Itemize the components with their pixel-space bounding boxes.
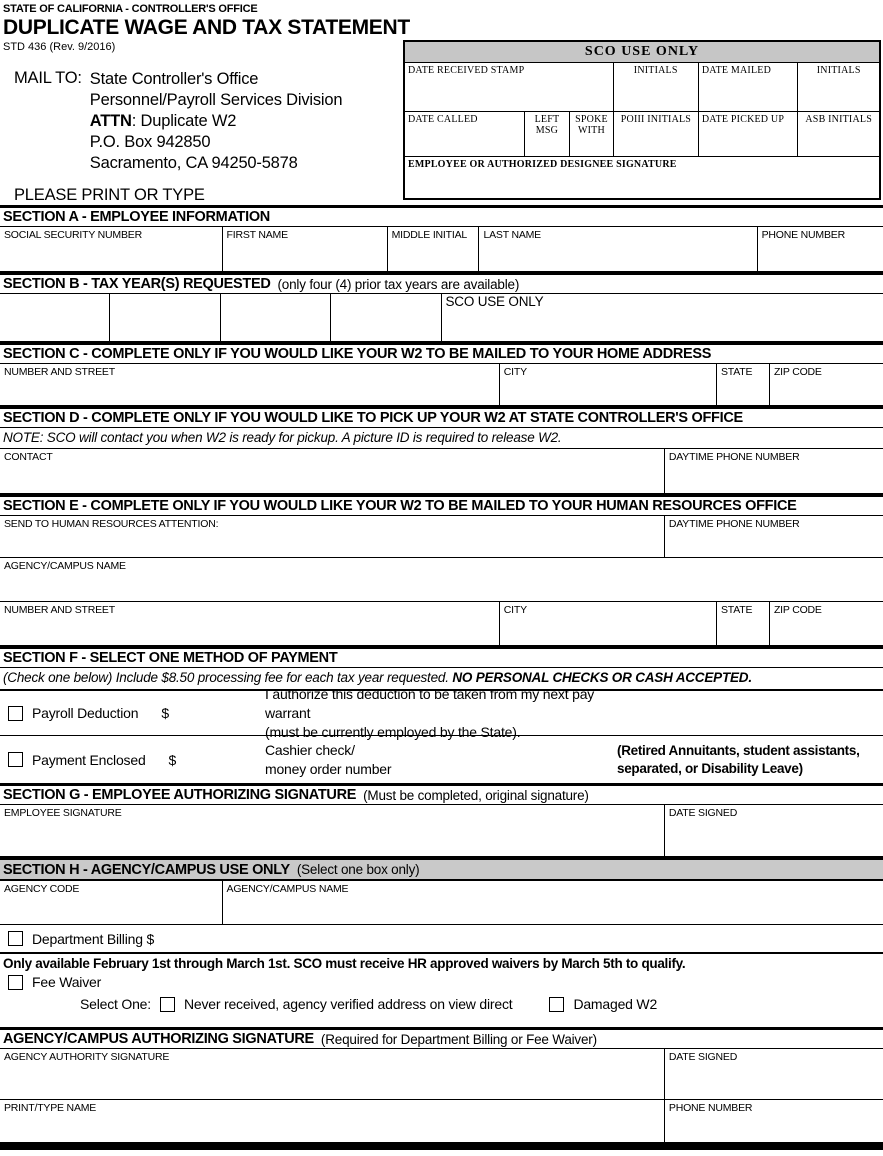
department-billing-row — [0, 925, 883, 954]
mail-line-3 — [90, 111, 343, 132]
never-received-label: Never received, agency verified address on view direct — [183, 996, 513, 1012]
agency-campus-name-field-e[interactable]: AGENCY/CAMPUS NAME — [4, 560, 126, 572]
fee-waiver-label: Fee Waiver — [32, 974, 102, 990]
home-city-field[interactable]: CITY — [500, 364, 717, 405]
sco-use-only-cell: SCO USE ONLY — [445, 294, 544, 309]
payroll-description — [265, 685, 617, 742]
left-msg-cell[interactable]: LEFT MSG — [525, 112, 570, 156]
damaged-w2-checkbox[interactable] — [549, 997, 564, 1012]
section-e-row-1 — [0, 516, 883, 558]
section-g-title: SECTION G - EMPLOYEE AUTHORIZING SIGNATURE — [3, 787, 357, 803]
state-agency-line: STATE OF CALIFORNIA - CONTROLLER'S OFFICE — [3, 3, 258, 15]
payment-enclosed-option — [0, 752, 265, 768]
section-g-row — [0, 805, 883, 857]
mail-to-address — [90, 69, 343, 174]
hr-zip-field[interactable]: ZIP CODE — [773, 604, 822, 616]
fee-waiver-select-row — [80, 996, 883, 1012]
sco-box-title: SCO USE ONLY — [405, 42, 879, 63]
phone-number-field-agency[interactable]: PHONE NUMBER — [668, 1102, 753, 1114]
mail-line-5: Sacramento, CA 94250-5878 — [89, 154, 298, 172]
daytime-phone-field-e[interactable]: DAYTIME PHONE NUMBER — [668, 518, 800, 530]
mail-line-2: Personnel/Payroll Services Division — [89, 91, 343, 109]
agency-code-field[interactable]: AGENCY CODE — [0, 881, 223, 924]
section-a-row — [0, 227, 883, 272]
agency-sig-title: AGENCY/CAMPUS AUTHORIZING SIGNATURE — [3, 1031, 314, 1047]
home-street-field[interactable]: NUMBER AND STREET — [0, 364, 500, 405]
section-g-header — [0, 783, 883, 805]
select-one-label: Select One: — [80, 996, 151, 1012]
payroll-dollar-sign: $ — [161, 705, 169, 721]
attn-rest: : Duplicate W2 — [131, 112, 237, 130]
section-a-header — [0, 205, 883, 227]
payment-right-line-2: separated, or Disability Leave) — [617, 760, 803, 776]
hr-street-field[interactable]: NUMBER AND STREET — [0, 602, 500, 645]
payment-enclosed-label: Payment Enclosed — [32, 751, 146, 768]
section-d-title: SECTION D - COMPLETE ONLY IF YOU WOULD LIKE TO PICK UP YOUR W2 AT STATE CONTROLLER'S OFFICE — [3, 410, 743, 426]
section-f-title: SECTION F - SELECT ONE METHOD OF PAYMENT — [3, 650, 338, 666]
section-e-row-2 — [0, 558, 883, 602]
hr-city-field[interactable]: CITY — [500, 602, 717, 645]
section-d-header — [0, 406, 883, 428]
mail-to-label: MAIL TO: — [14, 69, 82, 87]
section-g-note: (Must be completed, original signature) — [363, 787, 589, 803]
bottom-edge-bar — [0, 1142, 883, 1150]
initials-cell-2[interactable]: INITIALS — [816, 65, 861, 76]
payment-description — [265, 741, 617, 779]
tax-year-field-3[interactable] — [221, 294, 331, 341]
payroll-deduction-option — [0, 705, 265, 721]
initials-cell-1[interactable]: INITIALS — [614, 63, 699, 111]
section-h-note: (Select one box only) — [296, 862, 420, 877]
phone-number-field[interactable]: PHONE NUMBER — [761, 229, 845, 241]
payment-eligibility-note — [617, 742, 883, 778]
fee-waiver-option — [0, 974, 883, 990]
section-d-row — [0, 449, 883, 494]
mail-line-1: State Controller's Office — [89, 70, 259, 88]
section-b-title: SECTION B - TAX YEAR(S) REQUESTED — [3, 276, 271, 292]
date-mailed-cell[interactable]: DATE MAILED — [699, 63, 799, 111]
home-state-field[interactable]: STATE — [717, 364, 770, 405]
section-b-header — [0, 272, 883, 294]
payroll-deduction-checkbox[interactable] — [8, 706, 23, 721]
hr-state-field[interactable]: STATE — [717, 602, 770, 645]
section-e-title: SECTION E - COMPLETE ONLY IF YOU WOULD LIKE YOUR W2 TO BE MAILED TO YOUR HUMAN RESOURCES OFFICE — [3, 498, 797, 514]
agency-sig-row-1 — [0, 1049, 883, 1100]
section-h-header — [0, 857, 883, 881]
payroll-desc-line-1: I authorize this deduction to be taken from my next pay warrant — [265, 685, 595, 721]
spoke-with-cell[interactable]: SPOKE WITH — [570, 112, 614, 156]
payroll-deduction-row — [0, 685, 883, 740]
employee-signature-field[interactable]: EMPLOYEE SIGNATURE — [0, 805, 665, 856]
agency-campus-name-field-h[interactable]: AGENCY/CAMPUS NAME — [226, 883, 349, 895]
payment-desc-line-1: Cashier check/ — [265, 741, 355, 758]
department-billing-option — [0, 931, 154, 947]
date-received-stamp-cell[interactable]: DATE RECEIVED STAMP — [405, 63, 614, 111]
print-or-type-note: PLEASE PRINT OR TYPE — [14, 186, 205, 204]
daytime-phone-field-d[interactable]: DAYTIME PHONE NUMBER — [668, 451, 800, 463]
section-c-row — [0, 364, 883, 406]
poiii-initials-cell[interactable]: POIII INITIALS — [614, 112, 699, 156]
print-type-name-field[interactable]: PRINT/TYPE NAME — [0, 1100, 665, 1142]
payroll-desc-line-2: (must be currently employed by the State). — [265, 723, 521, 740]
agency-sig-row-2 — [0, 1100, 883, 1142]
section-c-title: SECTION C - COMPLETE ONLY IF YOU WOULD LIKE YOUR W2 TO BE MAILED TO YOUR HOME ADDRESS — [3, 346, 712, 362]
never-received-checkbox[interactable] — [160, 997, 175, 1012]
section-e-row-3 — [0, 602, 883, 646]
fee-note-text: (Check one below) Include $8.50 processing fee for each tax year requested. — [3, 670, 453, 685]
sco-row-1 — [405, 63, 879, 112]
payment-dollar-sign: $ — [168, 751, 177, 768]
ssn-field[interactable]: SOCIAL SECURITY NUMBER — [0, 227, 223, 271]
no-checks-note: NO PERSONAL CHECKS OR CASH ACCEPTED. — [452, 670, 752, 685]
fee-waiver-block — [0, 954, 883, 1027]
last-name-field[interactable]: LAST NAME — [479, 227, 757, 271]
agency-sig-header — [0, 1027, 883, 1049]
agency-sig-note: (Required for Department Billing or Fee Waiver) — [320, 1031, 597, 1047]
section-d-note: NOTE: SCO will contact you when W2 is ready for pickup. A picture ID is required to release W2. — [0, 428, 883, 449]
fee-waiver-availability-note: Only available February 1st through March 1st. SCO must receive HR approved waivers by March 5th to qualify. — [3, 956, 686, 971]
date-called-cell[interactable]: DATE CALLED — [405, 112, 525, 156]
first-name-field[interactable]: FIRST NAME — [223, 227, 388, 271]
tax-year-field-1[interactable] — [0, 294, 110, 341]
agency-authority-signature-field[interactable]: AGENCY AUTHORITY SIGNATURE — [0, 1049, 665, 1099]
hr-attention-field[interactable]: SEND TO HUMAN RESOURCES ATTENTION: — [0, 516, 665, 557]
sco-row-3 — [405, 157, 879, 198]
section-h-title: SECTION H - AGENCY/CAMPUS USE ONLY — [3, 861, 290, 878]
designee-signature-cell[interactable]: EMPLOYEE OR AUTHORIZED DESIGNEE SIGNATURE — [408, 159, 677, 170]
asb-initials-cell[interactable]: ASB INITIALS — [805, 114, 872, 125]
form-number: STD 436 (Rev. 9/2016) — [3, 41, 116, 53]
middle-initial-field[interactable]: MIDDLE INITIAL — [388, 227, 480, 271]
payment-right-line-1: (Retired Annuitants, student assistants, — [617, 742, 860, 758]
payment-enclosed-row — [0, 736, 883, 783]
section-b-note: (only four (4) prior tax years are available) — [277, 276, 520, 292]
section-f-header — [0, 646, 883, 668]
section-e-header — [0, 494, 883, 516]
sco-row-2 — [405, 112, 879, 157]
department-billing-checkbox[interactable] — [8, 931, 23, 946]
payment-desc-line-2: money order number — [265, 760, 392, 777]
tax-year-field-2[interactable] — [110, 294, 220, 341]
section-c-header — [0, 342, 883, 364]
payroll-deduction-label: Payroll Deduction — [32, 705, 139, 721]
mail-line-4: P.O. Box 942850 — [89, 133, 211, 151]
damaged-w2-label: Damaged W2 — [573, 996, 658, 1012]
tax-year-field-4[interactable] — [331, 294, 441, 341]
date-signed-field-g[interactable]: DATE SIGNED — [668, 807, 738, 819]
form-header — [0, 0, 883, 205]
section-a-title: SECTION A - EMPLOYEE INFORMATION — [3, 209, 270, 225]
department-billing-label: Department Billing $ — [32, 930, 155, 947]
payment-enclosed-checkbox[interactable] — [8, 752, 23, 767]
home-zip-field[interactable]: ZIP CODE — [773, 366, 822, 378]
section-h-row — [0, 881, 883, 925]
fee-waiver-checkbox[interactable] — [8, 975, 23, 990]
page-title: DUPLICATE WAGE AND TAX STATEMENT — [3, 16, 410, 39]
date-signed-field-agency[interactable]: DATE SIGNED — [668, 1051, 738, 1063]
attn-label: ATTN — [89, 112, 132, 130]
section-b-row — [0, 294, 883, 342]
sco-use-only-box — [403, 40, 881, 200]
contact-field[interactable]: CONTACT — [0, 449, 665, 493]
date-picked-up-cell[interactable]: DATE PICKED UP — [699, 112, 799, 156]
